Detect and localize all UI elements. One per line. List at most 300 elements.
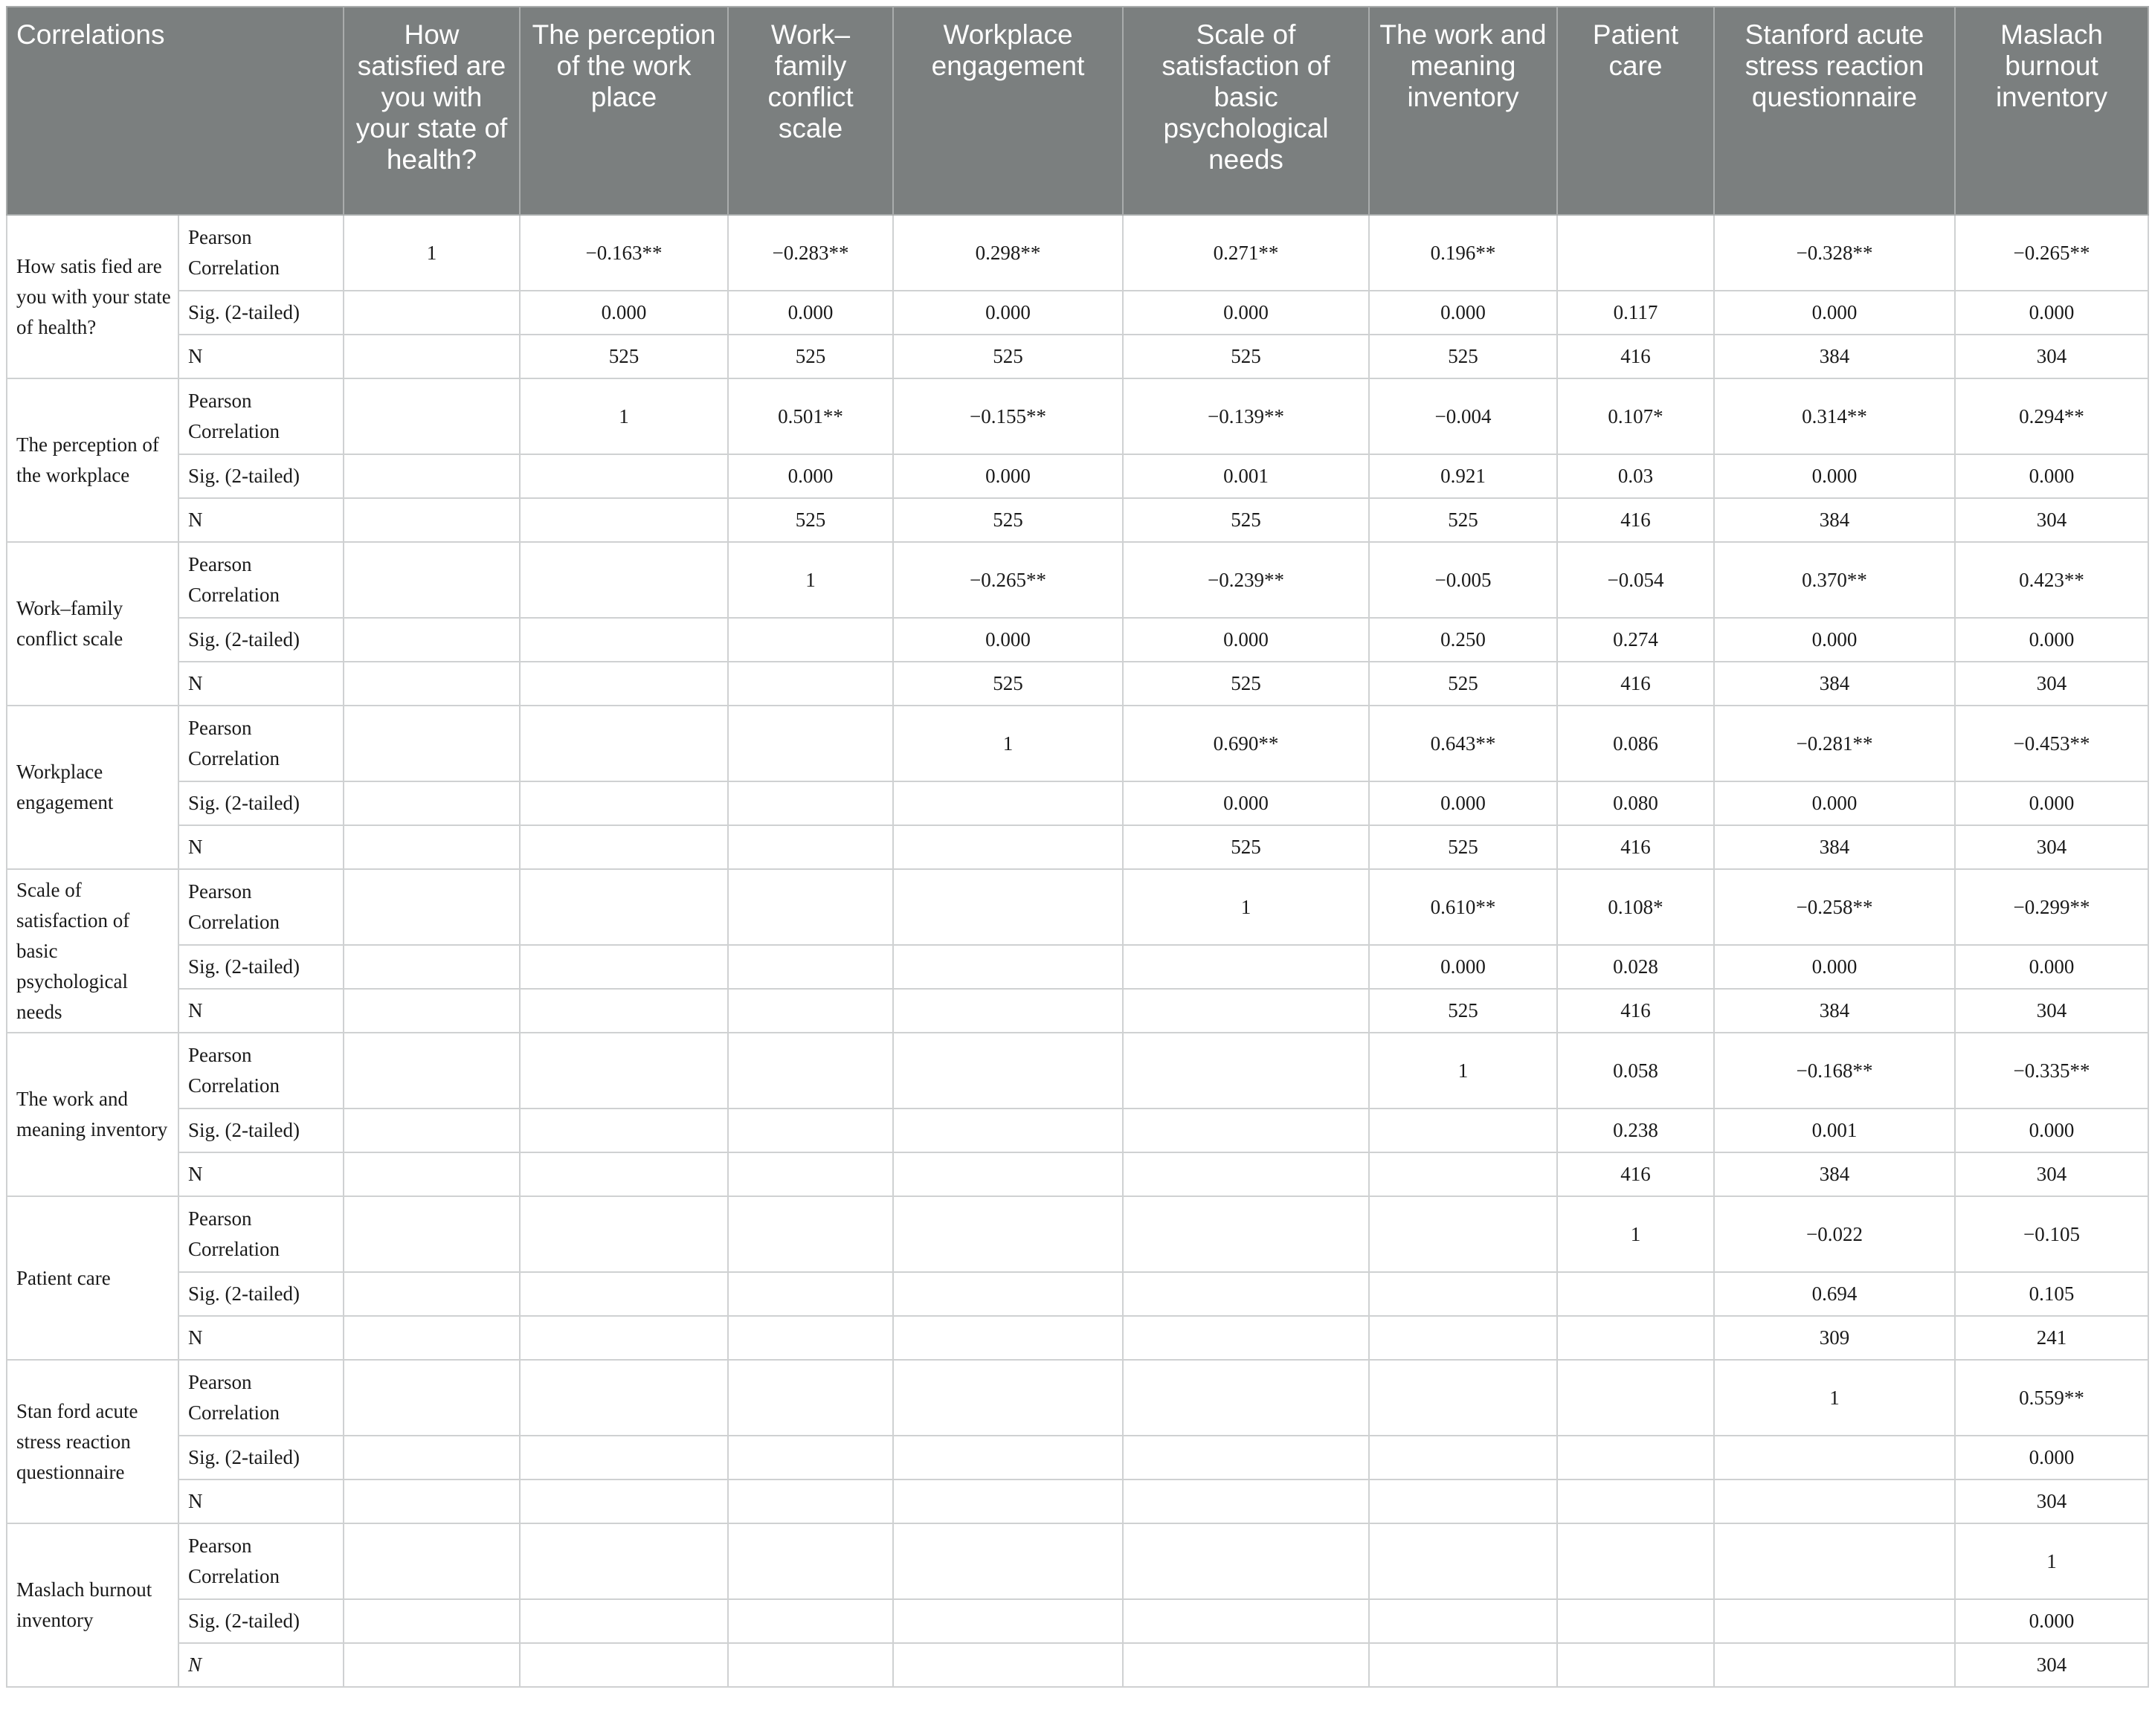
table-cell bbox=[520, 454, 728, 498]
table-cell bbox=[1123, 989, 1369, 1033]
statistic-label: Sig. (2-tailed) bbox=[178, 1599, 344, 1643]
table-cell bbox=[520, 869, 728, 945]
table-cell: 0.000 bbox=[1955, 618, 2148, 662]
table-row bbox=[7, 1360, 2148, 1436]
table-row bbox=[7, 1480, 2148, 1523]
column-header: Stanford acute stress reaction questionnaire bbox=[1714, 7, 1955, 215]
table-cell: 0.080 bbox=[1557, 781, 1714, 825]
table-cell bbox=[520, 1033, 728, 1109]
table-cell: 0.000 bbox=[1714, 454, 1955, 498]
table-cell: 0.423** bbox=[1955, 542, 2148, 618]
table-cell bbox=[344, 1360, 520, 1436]
table-cell: 0.000 bbox=[1714, 945, 1955, 989]
table-cell bbox=[1557, 1523, 1714, 1599]
table-cell: 525 bbox=[728, 335, 893, 378]
table-cell: 416 bbox=[1557, 335, 1714, 378]
table-cell bbox=[1714, 1436, 1955, 1480]
column-header: Workplace engagement bbox=[893, 7, 1123, 215]
table-cell bbox=[893, 1196, 1123, 1272]
table-cell bbox=[1714, 1480, 1955, 1523]
table-cell: 0.000 bbox=[1955, 1599, 2148, 1643]
table-cell: 525 bbox=[893, 335, 1123, 378]
table-cell: 384 bbox=[1714, 1152, 1955, 1196]
table-cell: −0.139** bbox=[1123, 378, 1369, 454]
table-cell: 0.694 bbox=[1714, 1272, 1955, 1316]
table-row bbox=[7, 1643, 2148, 1687]
table-cell: 0.000 bbox=[1955, 945, 2148, 989]
table-cell bbox=[344, 989, 520, 1033]
table-cell: 0.298** bbox=[893, 215, 1123, 291]
table-cell bbox=[520, 1599, 728, 1643]
table-cell bbox=[520, 618, 728, 662]
table-cell bbox=[1123, 1643, 1369, 1687]
table-row bbox=[7, 945, 2148, 989]
table-body bbox=[7, 215, 2148, 1687]
table-cell bbox=[344, 542, 520, 618]
table-cell: −0.005 bbox=[1369, 542, 1557, 618]
table-cell bbox=[1557, 1360, 1714, 1436]
variable-label: The work and meaning inventory bbox=[7, 1033, 178, 1196]
table-cell bbox=[1123, 1480, 1369, 1523]
table-cell bbox=[1369, 1523, 1557, 1599]
table-cell: 241 bbox=[1955, 1316, 2148, 1360]
statistic-label: N bbox=[178, 825, 344, 869]
table-row bbox=[7, 291, 2148, 335]
table-cell: 0.000 bbox=[1955, 781, 2148, 825]
statistic-label: Sig. (2-tailed) bbox=[178, 945, 344, 989]
table-cell bbox=[344, 378, 520, 454]
table-cell: 0.117 bbox=[1557, 291, 1714, 335]
table-cell: 304 bbox=[1955, 1643, 2148, 1687]
column-header: Work–family conflict scale bbox=[728, 7, 893, 215]
table-cell: 304 bbox=[1955, 498, 2148, 542]
table-row bbox=[7, 1316, 2148, 1360]
table-cell: 1 bbox=[1557, 1196, 1714, 1272]
table-cell bbox=[520, 542, 728, 618]
table-cell: 525 bbox=[1123, 335, 1369, 378]
statistic-label: N bbox=[178, 1643, 344, 1687]
table-cell bbox=[728, 1480, 893, 1523]
table-cell bbox=[344, 1599, 520, 1643]
table-cell bbox=[728, 989, 893, 1033]
table-cell bbox=[728, 869, 893, 945]
table-cell: −0.022 bbox=[1714, 1196, 1955, 1272]
table-row bbox=[7, 378, 2148, 454]
table-cell: −0.283** bbox=[728, 215, 893, 291]
table-cell bbox=[520, 498, 728, 542]
table-row bbox=[7, 1523, 2148, 1599]
table-cell bbox=[1123, 1109, 1369, 1152]
table-row bbox=[7, 706, 2148, 781]
table-cell bbox=[893, 989, 1123, 1033]
table-cell: 525 bbox=[520, 335, 728, 378]
table-row bbox=[7, 618, 2148, 662]
table-cell bbox=[728, 1360, 893, 1436]
statistic-label: N bbox=[178, 1152, 344, 1196]
table-cell bbox=[1123, 1196, 1369, 1272]
table-cell bbox=[1123, 1599, 1369, 1643]
table-cell: 0.000 bbox=[1714, 618, 1955, 662]
table-cell bbox=[344, 1523, 520, 1599]
table-cell: 525 bbox=[1369, 335, 1557, 378]
table-cell: 416 bbox=[1557, 989, 1714, 1033]
table-cell: 384 bbox=[1714, 662, 1955, 706]
table-cell: −0.239** bbox=[1123, 542, 1369, 618]
table-cell bbox=[1369, 1436, 1557, 1480]
table-cell: −0.328** bbox=[1714, 215, 1955, 291]
table-cell bbox=[520, 706, 728, 781]
table-cell bbox=[344, 781, 520, 825]
table-cell bbox=[344, 1196, 520, 1272]
table-cell: 1 bbox=[1714, 1360, 1955, 1436]
table-cell: 304 bbox=[1955, 1480, 2148, 1523]
statistic-label: Sig. (2-tailed) bbox=[178, 1272, 344, 1316]
table-cell: −0.163** bbox=[520, 215, 728, 291]
table-cell: 525 bbox=[1369, 498, 1557, 542]
table-cell: −0.054 bbox=[1557, 542, 1714, 618]
table-cell bbox=[1369, 1643, 1557, 1687]
statistic-label: Pearson Correlation bbox=[178, 869, 344, 945]
table-cell bbox=[344, 706, 520, 781]
column-header: Maslach burnout inventory bbox=[1955, 7, 2148, 215]
statistic-label: N bbox=[178, 662, 344, 706]
table-row bbox=[7, 1436, 2148, 1480]
table-cell bbox=[728, 1599, 893, 1643]
table-cell bbox=[344, 1480, 520, 1523]
table-cell: 525 bbox=[1369, 662, 1557, 706]
table-cell: −0.335** bbox=[1955, 1033, 2148, 1109]
table-cell bbox=[1714, 1599, 1955, 1643]
table-cell: 525 bbox=[1369, 989, 1557, 1033]
table-row bbox=[7, 542, 2148, 618]
table-cell bbox=[893, 1152, 1123, 1196]
table-cell: 0.000 bbox=[1955, 1436, 2148, 1480]
variable-label: How satis fied are you with your state of health? bbox=[7, 215, 178, 378]
table-cell: 304 bbox=[1955, 989, 2148, 1033]
table-cell bbox=[728, 1109, 893, 1152]
table-cell bbox=[728, 1436, 893, 1480]
table-cell: 0.000 bbox=[1714, 781, 1955, 825]
statistic-label: Pearson Correlation bbox=[178, 1033, 344, 1109]
table-cell: 0.921 bbox=[1369, 454, 1557, 498]
table-row bbox=[7, 781, 2148, 825]
table-cell: 0.086 bbox=[1557, 706, 1714, 781]
table-cell bbox=[893, 1360, 1123, 1436]
table-cell bbox=[344, 1272, 520, 1316]
table-cell bbox=[728, 1196, 893, 1272]
table-row bbox=[7, 1272, 2148, 1316]
statistic-label: Sig. (2-tailed) bbox=[178, 781, 344, 825]
table-cell bbox=[893, 945, 1123, 989]
table-cell: 0.000 bbox=[893, 618, 1123, 662]
column-header: Patient care bbox=[1557, 7, 1714, 215]
table-cell: −0.155** bbox=[893, 378, 1123, 454]
statistic-label: Sig. (2-tailed) bbox=[178, 1436, 344, 1480]
table-cell: 0.107* bbox=[1557, 378, 1714, 454]
statistic-label: Pearson Correlation bbox=[178, 1523, 344, 1599]
table-cell bbox=[728, 618, 893, 662]
table-cell bbox=[344, 1033, 520, 1109]
variable-label: Stan ford acute stress reaction questionnaire bbox=[7, 1360, 178, 1523]
table-cell: 1 bbox=[344, 215, 520, 291]
table-cell bbox=[1123, 1360, 1369, 1436]
table-cell: −0.281** bbox=[1714, 706, 1955, 781]
table-cell bbox=[893, 869, 1123, 945]
column-header: Scale of satisfaction of basic psychological needs bbox=[1123, 7, 1369, 215]
table-cell bbox=[520, 1523, 728, 1599]
table-cell: 0.000 bbox=[893, 291, 1123, 335]
table-cell: 384 bbox=[1714, 989, 1955, 1033]
table-cell: 525 bbox=[1123, 662, 1369, 706]
table-cell: 1 bbox=[893, 706, 1123, 781]
table-cell bbox=[1557, 1643, 1714, 1687]
table-cell bbox=[520, 1152, 728, 1196]
table-cell: 1 bbox=[1955, 1523, 2148, 1599]
table-cell bbox=[520, 1436, 728, 1480]
table-cell: 0.559** bbox=[1955, 1360, 2148, 1436]
table-cell bbox=[520, 1643, 728, 1687]
table-cell bbox=[728, 1523, 893, 1599]
table-cell bbox=[520, 1316, 728, 1360]
table-cell: 0.058 bbox=[1557, 1033, 1714, 1109]
statistic-label: N bbox=[178, 989, 344, 1033]
table-cell bbox=[344, 618, 520, 662]
table-cell: 416 bbox=[1557, 498, 1714, 542]
table-cell: 1 bbox=[1123, 869, 1369, 945]
table-cell: 0.250 bbox=[1369, 618, 1557, 662]
table-cell bbox=[728, 662, 893, 706]
table-cell bbox=[344, 945, 520, 989]
table-row bbox=[7, 215, 2148, 291]
table-cell bbox=[344, 335, 520, 378]
table-cell: 384 bbox=[1714, 498, 1955, 542]
statistic-label: Sig. (2-tailed) bbox=[178, 454, 344, 498]
table-cell bbox=[344, 1109, 520, 1152]
table-cell bbox=[728, 945, 893, 989]
table-cell: 525 bbox=[893, 662, 1123, 706]
table-cell: −0.105 bbox=[1955, 1196, 2148, 1272]
corner-label: Correlations bbox=[7, 7, 344, 215]
table-cell bbox=[1123, 945, 1369, 989]
table-cell: −0.004 bbox=[1369, 378, 1557, 454]
variable-label: Work–family conflict scale bbox=[7, 542, 178, 706]
table-cell bbox=[344, 1643, 520, 1687]
table-row bbox=[7, 989, 2148, 1033]
table-row bbox=[7, 335, 2148, 378]
table-cell: 1 bbox=[520, 378, 728, 454]
table-cell: 304 bbox=[1955, 825, 2148, 869]
table-cell bbox=[1557, 1480, 1714, 1523]
table-cell: 384 bbox=[1714, 335, 1955, 378]
table-cell bbox=[893, 825, 1123, 869]
statistic-label: N bbox=[178, 498, 344, 542]
table-cell: −0.258** bbox=[1714, 869, 1955, 945]
table-cell bbox=[520, 1272, 728, 1316]
table-cell: 0.000 bbox=[1123, 781, 1369, 825]
statistic-label: N bbox=[178, 1316, 344, 1360]
table-cell: 0.238 bbox=[1557, 1109, 1714, 1152]
table-cell bbox=[344, 662, 520, 706]
table-cell: 0.000 bbox=[1369, 291, 1557, 335]
table-row bbox=[7, 498, 2148, 542]
table-row bbox=[7, 1196, 2148, 1272]
table-cell bbox=[520, 781, 728, 825]
table-cell: 0.000 bbox=[728, 454, 893, 498]
table-cell bbox=[728, 1033, 893, 1109]
table-cell bbox=[1557, 1436, 1714, 1480]
table-cell bbox=[520, 1196, 728, 1272]
table-cell: 525 bbox=[1369, 825, 1557, 869]
table-cell: 0.000 bbox=[893, 454, 1123, 498]
correlations-table bbox=[6, 6, 2149, 1688]
table-row bbox=[7, 825, 2148, 869]
table-cell: 0.001 bbox=[1123, 454, 1369, 498]
statistic-label: N bbox=[178, 1480, 344, 1523]
table-cell: 0.000 bbox=[1714, 291, 1955, 335]
statistic-label: Pearson Correlation bbox=[178, 706, 344, 781]
table-cell bbox=[344, 498, 520, 542]
table-cell bbox=[1369, 1152, 1557, 1196]
table-cell: −0.265** bbox=[893, 542, 1123, 618]
table-cell: 0.03 bbox=[1557, 454, 1714, 498]
table-cell bbox=[1123, 1272, 1369, 1316]
statistic-label: Pearson Correlation bbox=[178, 542, 344, 618]
statistic-label: Pearson Correlation bbox=[178, 215, 344, 291]
table-cell bbox=[728, 781, 893, 825]
statistic-label: Sig. (2-tailed) bbox=[178, 618, 344, 662]
table-cell bbox=[1123, 1523, 1369, 1599]
statistic-label: Pearson Correlation bbox=[178, 1196, 344, 1272]
table-cell: 304 bbox=[1955, 1152, 2148, 1196]
table-cell: 525 bbox=[893, 498, 1123, 542]
table-cell: 0.610** bbox=[1369, 869, 1557, 945]
table-cell: 0.108* bbox=[1557, 869, 1714, 945]
table-cell: 416 bbox=[1557, 1152, 1714, 1196]
table-cell bbox=[1369, 1316, 1557, 1360]
table-cell bbox=[344, 1152, 520, 1196]
variable-label: Scale of satisfaction of basic psychological needs bbox=[7, 869, 178, 1033]
table-cell bbox=[1369, 1599, 1557, 1643]
table-cell bbox=[893, 1436, 1123, 1480]
table-cell bbox=[893, 1109, 1123, 1152]
table-cell bbox=[728, 1152, 893, 1196]
table-cell bbox=[344, 1316, 520, 1360]
table-cell: 0.000 bbox=[1123, 291, 1369, 335]
table-cell bbox=[728, 1272, 893, 1316]
table-cell: 0.196** bbox=[1369, 215, 1557, 291]
statistic-label: Pearson Correlation bbox=[178, 1360, 344, 1436]
table-row bbox=[7, 1033, 2148, 1109]
table-cell: 0.000 bbox=[520, 291, 728, 335]
table-cell: 0.001 bbox=[1714, 1109, 1955, 1152]
table-cell bbox=[1714, 1523, 1955, 1599]
table-cell: 416 bbox=[1557, 662, 1714, 706]
table-cell bbox=[344, 291, 520, 335]
table-cell: 525 bbox=[1123, 498, 1369, 542]
table-cell: 0.000 bbox=[1955, 1109, 2148, 1152]
table-cell: 0.294** bbox=[1955, 378, 2148, 454]
table-cell bbox=[1123, 1316, 1369, 1360]
table-cell bbox=[1123, 1152, 1369, 1196]
table-cell bbox=[728, 825, 893, 869]
header-row bbox=[7, 7, 2148, 215]
table-cell: 0.274 bbox=[1557, 618, 1714, 662]
table-cell bbox=[893, 1316, 1123, 1360]
table-cell: 525 bbox=[1123, 825, 1369, 869]
table-cell: 0.000 bbox=[1369, 945, 1557, 989]
table-cell: 1 bbox=[1369, 1033, 1557, 1109]
table-cell: 0.501** bbox=[728, 378, 893, 454]
table-cell: 0.690** bbox=[1123, 706, 1369, 781]
table-cell bbox=[1557, 215, 1714, 291]
table-cell bbox=[520, 945, 728, 989]
table-row bbox=[7, 1109, 2148, 1152]
table-cell: 0.000 bbox=[1955, 454, 2148, 498]
table-cell: 0.000 bbox=[1123, 618, 1369, 662]
variable-label: The perception of the workplace bbox=[7, 378, 178, 542]
table-cell bbox=[893, 781, 1123, 825]
table-cell bbox=[344, 869, 520, 945]
table-cell bbox=[520, 989, 728, 1033]
table-cell bbox=[728, 1643, 893, 1687]
table-row bbox=[7, 869, 2148, 945]
table-cell: −0.453** bbox=[1955, 706, 2148, 781]
table-cell bbox=[344, 1436, 520, 1480]
table-cell bbox=[1369, 1360, 1557, 1436]
table-row bbox=[7, 662, 2148, 706]
table-cell bbox=[728, 706, 893, 781]
table-cell: −0.265** bbox=[1955, 215, 2148, 291]
variable-label: Patient care bbox=[7, 1196, 178, 1360]
table-cell bbox=[893, 1599, 1123, 1643]
table-cell: 0.000 bbox=[1955, 291, 2148, 335]
table-cell bbox=[520, 825, 728, 869]
table-cell bbox=[520, 1109, 728, 1152]
table-cell: 0.000 bbox=[728, 291, 893, 335]
table-cell: 416 bbox=[1557, 825, 1714, 869]
statistic-label: Pearson Correlation bbox=[178, 378, 344, 454]
table-cell: 0.000 bbox=[1369, 781, 1557, 825]
table-cell bbox=[1369, 1480, 1557, 1523]
table-cell bbox=[1557, 1316, 1714, 1360]
variable-label: Workplace engagement bbox=[7, 706, 178, 869]
table-cell bbox=[893, 1033, 1123, 1109]
table-cell bbox=[893, 1643, 1123, 1687]
table-cell bbox=[1123, 1436, 1369, 1480]
table-cell bbox=[1557, 1599, 1714, 1643]
statistic-label: Sig. (2-tailed) bbox=[178, 291, 344, 335]
statistic-label: Sig. (2-tailed) bbox=[178, 1109, 344, 1152]
column-header: The perception of the work place bbox=[520, 7, 728, 215]
table-cell: 0.105 bbox=[1955, 1272, 2148, 1316]
table-cell: 309 bbox=[1714, 1316, 1955, 1360]
table-cell bbox=[893, 1523, 1123, 1599]
table-cell: 384 bbox=[1714, 825, 1955, 869]
table-cell bbox=[893, 1272, 1123, 1316]
table-cell: 1 bbox=[728, 542, 893, 618]
table-cell bbox=[1557, 1272, 1714, 1316]
table-row bbox=[7, 1152, 2148, 1196]
table-cell bbox=[1369, 1272, 1557, 1316]
table-cell bbox=[1123, 1033, 1369, 1109]
table-cell: 0.643** bbox=[1369, 706, 1557, 781]
statistic-label: N bbox=[178, 335, 344, 378]
table-cell bbox=[520, 662, 728, 706]
table-cell: 304 bbox=[1955, 662, 2148, 706]
table-cell bbox=[1369, 1196, 1557, 1272]
table-cell bbox=[728, 1316, 893, 1360]
table-cell bbox=[520, 1360, 728, 1436]
